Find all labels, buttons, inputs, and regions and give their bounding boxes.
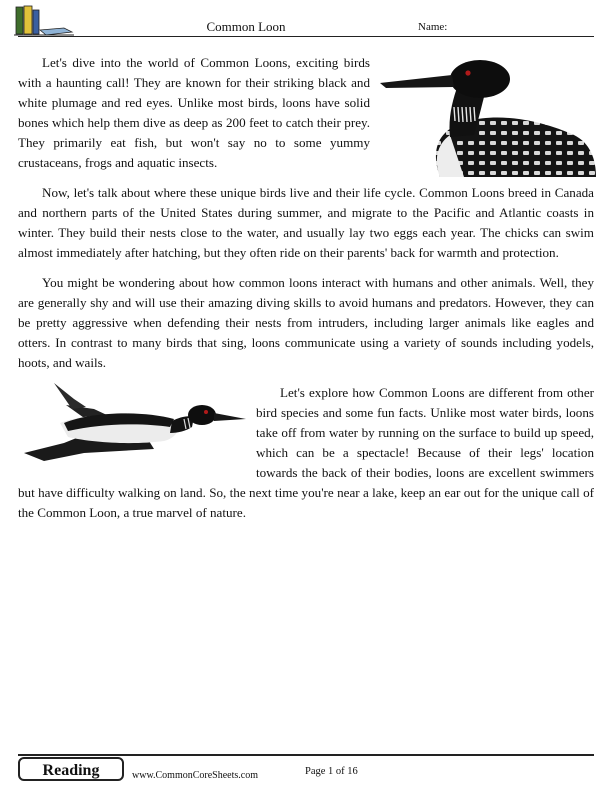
reading-passage (18, 53, 594, 533)
paragraph-1: Let's dive into the world of Common Loons, exciting birds with a haunting call! They are known for their striking black and white plumage and red eyes. Unlike most birds, loons have solid bones which help them dive as deep as 200 feet to catch their prey. They primarily eat fish, but won't say no to some yummy crustaceans, frogs and aquatic insects. (18, 55, 370, 170)
header-rule (18, 36, 594, 37)
paragraph-2: Now, let's talk about where these unique birds live and their life cycle. Common Loons breed in Canada and northern parts of the United States during summer, and migrate to the Pacific and Atlantic coasts in winter. They build their nests close to the water, and usually lay two eggs each year. The chicks can swim almost immediately after hatching, but they often ride on their parents' back for warmth and protection. (18, 185, 594, 260)
page-title: Common Loon (206, 19, 286, 34)
paragraph-3: You might be wondering about how common loons interact with humans and other animals. Well, they are generally shy and will use their amazing diving skills to avoid humans and predators. However, they can be pretty aggressive when defending their nests from intruders, including larger animals like eagles and otters. In contrast to many birds that sing, loons communicate using a variety of sounds including yodels, hoots, and wails. (18, 275, 594, 370)
paragraph-4: Let's explore how Common Loons are different from other bird species and some fun facts. Unlike most water birds, loons take off from water by running on the surface to build up speed, which can be a spectacle! Because of their legs' location towards the back of their bodies, loons are excellent swimmers but have difficulty walking on land. So, the next time you're near a lake, keep an ear out for the unique call of the Common Loon, a true marvel of nature. (18, 385, 594, 520)
website-link[interactable]: www.CommonCoreSheets.com (132, 770, 259, 781)
flying-loon-image (24, 383, 246, 473)
footer-rule (18, 754, 594, 756)
page-number: Page 1 of 16 (305, 766, 358, 777)
name-field-label: Name: (418, 21, 448, 33)
common-loon-portrait-image (378, 49, 598, 179)
section-label-badge: Reading (18, 757, 124, 781)
